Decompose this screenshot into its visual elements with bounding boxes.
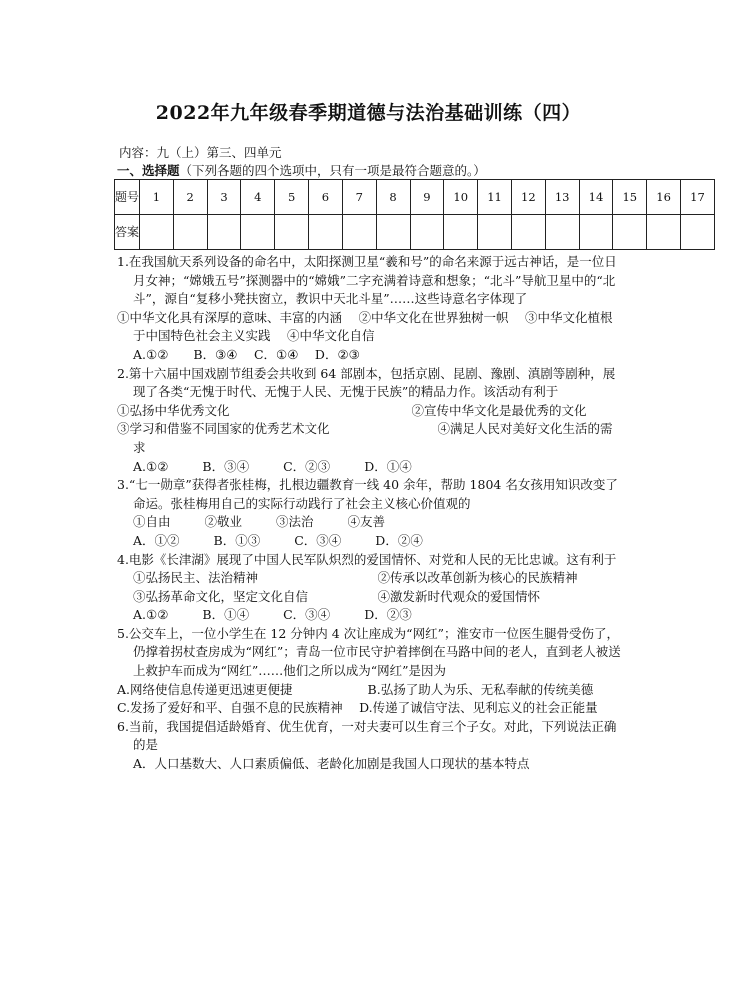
option: A.网络使信息传递更迅速更便捷	[117, 681, 293, 697]
choice: A.①②	[133, 607, 169, 623]
qnum-cell: 8	[376, 180, 410, 215]
question-3	[117, 476, 622, 550]
answer-cell[interactable]	[478, 215, 512, 250]
qnum-cell: 12	[511, 180, 545, 215]
answer-row	[115, 215, 715, 250]
qnum-cell: 5	[275, 180, 309, 215]
option: ②传承以改革创新为核心的民族精神	[377, 570, 578, 586]
option: ②宣传中华文化是最优秀的文化	[411, 402, 587, 418]
qnum-cell: 17	[681, 180, 715, 215]
option: ②敬业	[204, 514, 243, 530]
choice: C．③④	[283, 607, 331, 623]
choice: D．①④	[364, 458, 412, 474]
choice: C．③④	[294, 532, 342, 548]
option: ④友善	[347, 514, 386, 530]
question-options-row	[117, 699, 622, 718]
option: ④激发新时代观众的爱国情怀	[377, 588, 541, 604]
question-2	[117, 365, 622, 477]
option: ③弘扬革命文化，坚定文化自信	[133, 588, 309, 604]
answer-cell[interactable]	[241, 215, 275, 250]
choice: C．②③	[283, 458, 331, 474]
answer-cell[interactable]	[309, 215, 343, 250]
question-stem: 4.电影《长津湖》展现了中国人民军队炽烈的爱国情怀、对党和人民的无比忠诚。这有利于	[117, 551, 617, 567]
answer-cell[interactable]	[545, 215, 579, 250]
question-options-row	[117, 588, 622, 607]
option: ③学习和借鉴不同国家的优秀艺术文化	[117, 421, 330, 437]
answer-table	[114, 179, 715, 250]
question-stem: 3.“七一勋章”获得者张桂梅，扎根边疆教育一线 40 余年，帮助 1804 名女孩用知识改变了命运。张桂梅用自己的实际行动践行了社会主义核心价值观的	[117, 477, 618, 511]
section-heading: 一、选择题	[117, 163, 180, 178]
answer-cell[interactable]	[613, 215, 647, 250]
option: ①弘扬中华优秀文化	[117, 402, 230, 418]
qnum-cell: 9	[410, 180, 444, 215]
option: ①自由	[133, 514, 171, 530]
question-4	[117, 551, 622, 625]
answer-cell[interactable]	[140, 215, 174, 250]
qnum-cell: 6	[309, 180, 343, 215]
choice: A．①②	[133, 532, 180, 548]
row-label-answer: 答案	[115, 215, 140, 250]
answer-cell[interactable]	[342, 215, 376, 250]
answer-cell[interactable]	[511, 215, 545, 250]
answer-choices	[117, 606, 622, 625]
document-title: 2022年九年级春季期道德与法治基础训练（四）	[155, 102, 582, 124]
question-options: ①中华文化具有深厚的意味、丰富的内涵 ②中华文化在世界独树一帜 ③中华文化植根于中国特色社会主义实践 ④中华文化自信	[117, 309, 613, 344]
option: A．人口基数大、人口素质偏低、老龄化加剧是我国人口现状的基本特点	[133, 756, 530, 772]
choice: D．②③	[364, 607, 412, 623]
option: D.传递了诚信守法、见利忘义的社会正能量	[359, 700, 598, 716]
qnum-cell: 15	[613, 180, 647, 215]
choice: B．①④	[202, 607, 250, 623]
answer-cell[interactable]	[681, 215, 715, 250]
question-options-row	[117, 681, 622, 700]
option: ③法治	[276, 514, 314, 530]
answer-cell[interactable]	[173, 215, 207, 250]
answer-cell[interactable]	[376, 215, 410, 250]
question-stem: 1.在我国航天系列设备的命名中，太阳探测卫星“羲和号”的命名来源于远古神话，是一位日月女神；“嫦娥五号”探测器中的“嫦娥”二字充满着诗意和想象；“北斗”导航卫星中的“北斗”，源自“复移小凳扶窗立，教识中天北斗星”……这些诗意名字体现了	[117, 254, 617, 307]
answer-cell[interactable]	[207, 215, 241, 250]
question-number-row	[115, 180, 715, 215]
question-list	[117, 253, 622, 774]
answer-cell[interactable]	[647, 215, 681, 250]
content-scope: 内容：九（上）第三、四单元	[119, 145, 282, 160]
section-note: （下列各题的四个选项中，只有一项是最符合题意的。）	[179, 163, 486, 178]
question-6	[117, 718, 622, 774]
answer-cell[interactable]	[444, 215, 478, 250]
answer-cell[interactable]	[410, 215, 444, 250]
choice: B．③④	[202, 458, 250, 474]
answer-choices	[117, 458, 622, 477]
answer-choices	[117, 532, 622, 551]
question-stem: 2.第十六届中国戏剧节组委会共收到 64 部剧本，包括京剧、昆剧、豫剧、滇剧等剧种，展现了各类“无愧于时代、无愧于人民、无愧于民族”的精品力作。该活动有利于	[117, 365, 616, 400]
question-stem: 6.当前，我国提倡适龄婚育、优生优育，一对夫妻可以生育三个子女。对此，下列说法正确的是	[117, 718, 617, 753]
option: B.弘扬了助人为乐、无私奉献的传统美德	[367, 681, 594, 697]
question-stem: 5.公交车上，一位小学生在 12 分钟内 4 次让座成为“网红”；淮安市一位医生腿骨受伤了，仍撑着拐杖查房成为“网红”；青岛一位市民守护着摔倒在马路中间的老人，直到老人被送上救护车而成为“网红”……他们之所以成为“网红”是因为	[117, 625, 621, 679]
choice: D．②④	[375, 532, 423, 548]
question-1	[117, 253, 622, 365]
qnum-cell: 7	[342, 180, 376, 215]
answer-cell[interactable]	[275, 215, 309, 250]
question-5	[117, 625, 622, 718]
qnum-cell: 1	[140, 180, 174, 215]
answer-cell[interactable]	[579, 215, 613, 250]
qnum-cell: 10	[444, 180, 478, 215]
choice: B．①③	[213, 532, 261, 548]
qnum-cell: 2	[173, 180, 207, 215]
qnum-cell: 3	[207, 180, 241, 215]
qnum-cell: 13	[545, 180, 579, 215]
option: ④满足人民对美好文化生活的需求	[133, 421, 613, 455]
question-options-row	[117, 569, 622, 588]
choice: A.①②	[133, 458, 169, 474]
qnum-cell: 11	[478, 180, 512, 215]
question-options	[117, 513, 622, 532]
question-options-row	[117, 420, 622, 457]
answer-choices: A.①② B．③④ C．①④ D．②③	[133, 346, 360, 362]
option: C.发扬了爱好和平、自强不息的民族精神	[117, 700, 343, 716]
option: ①弘扬民主、法治精神	[133, 570, 259, 586]
qnum-cell: 14	[579, 180, 613, 215]
question-options-row	[117, 402, 622, 421]
qnum-cell: 16	[647, 180, 681, 215]
qnum-cell: 4	[241, 180, 275, 215]
section-instruction	[117, 161, 486, 179]
row-label-number: 题号	[115, 180, 140, 215]
